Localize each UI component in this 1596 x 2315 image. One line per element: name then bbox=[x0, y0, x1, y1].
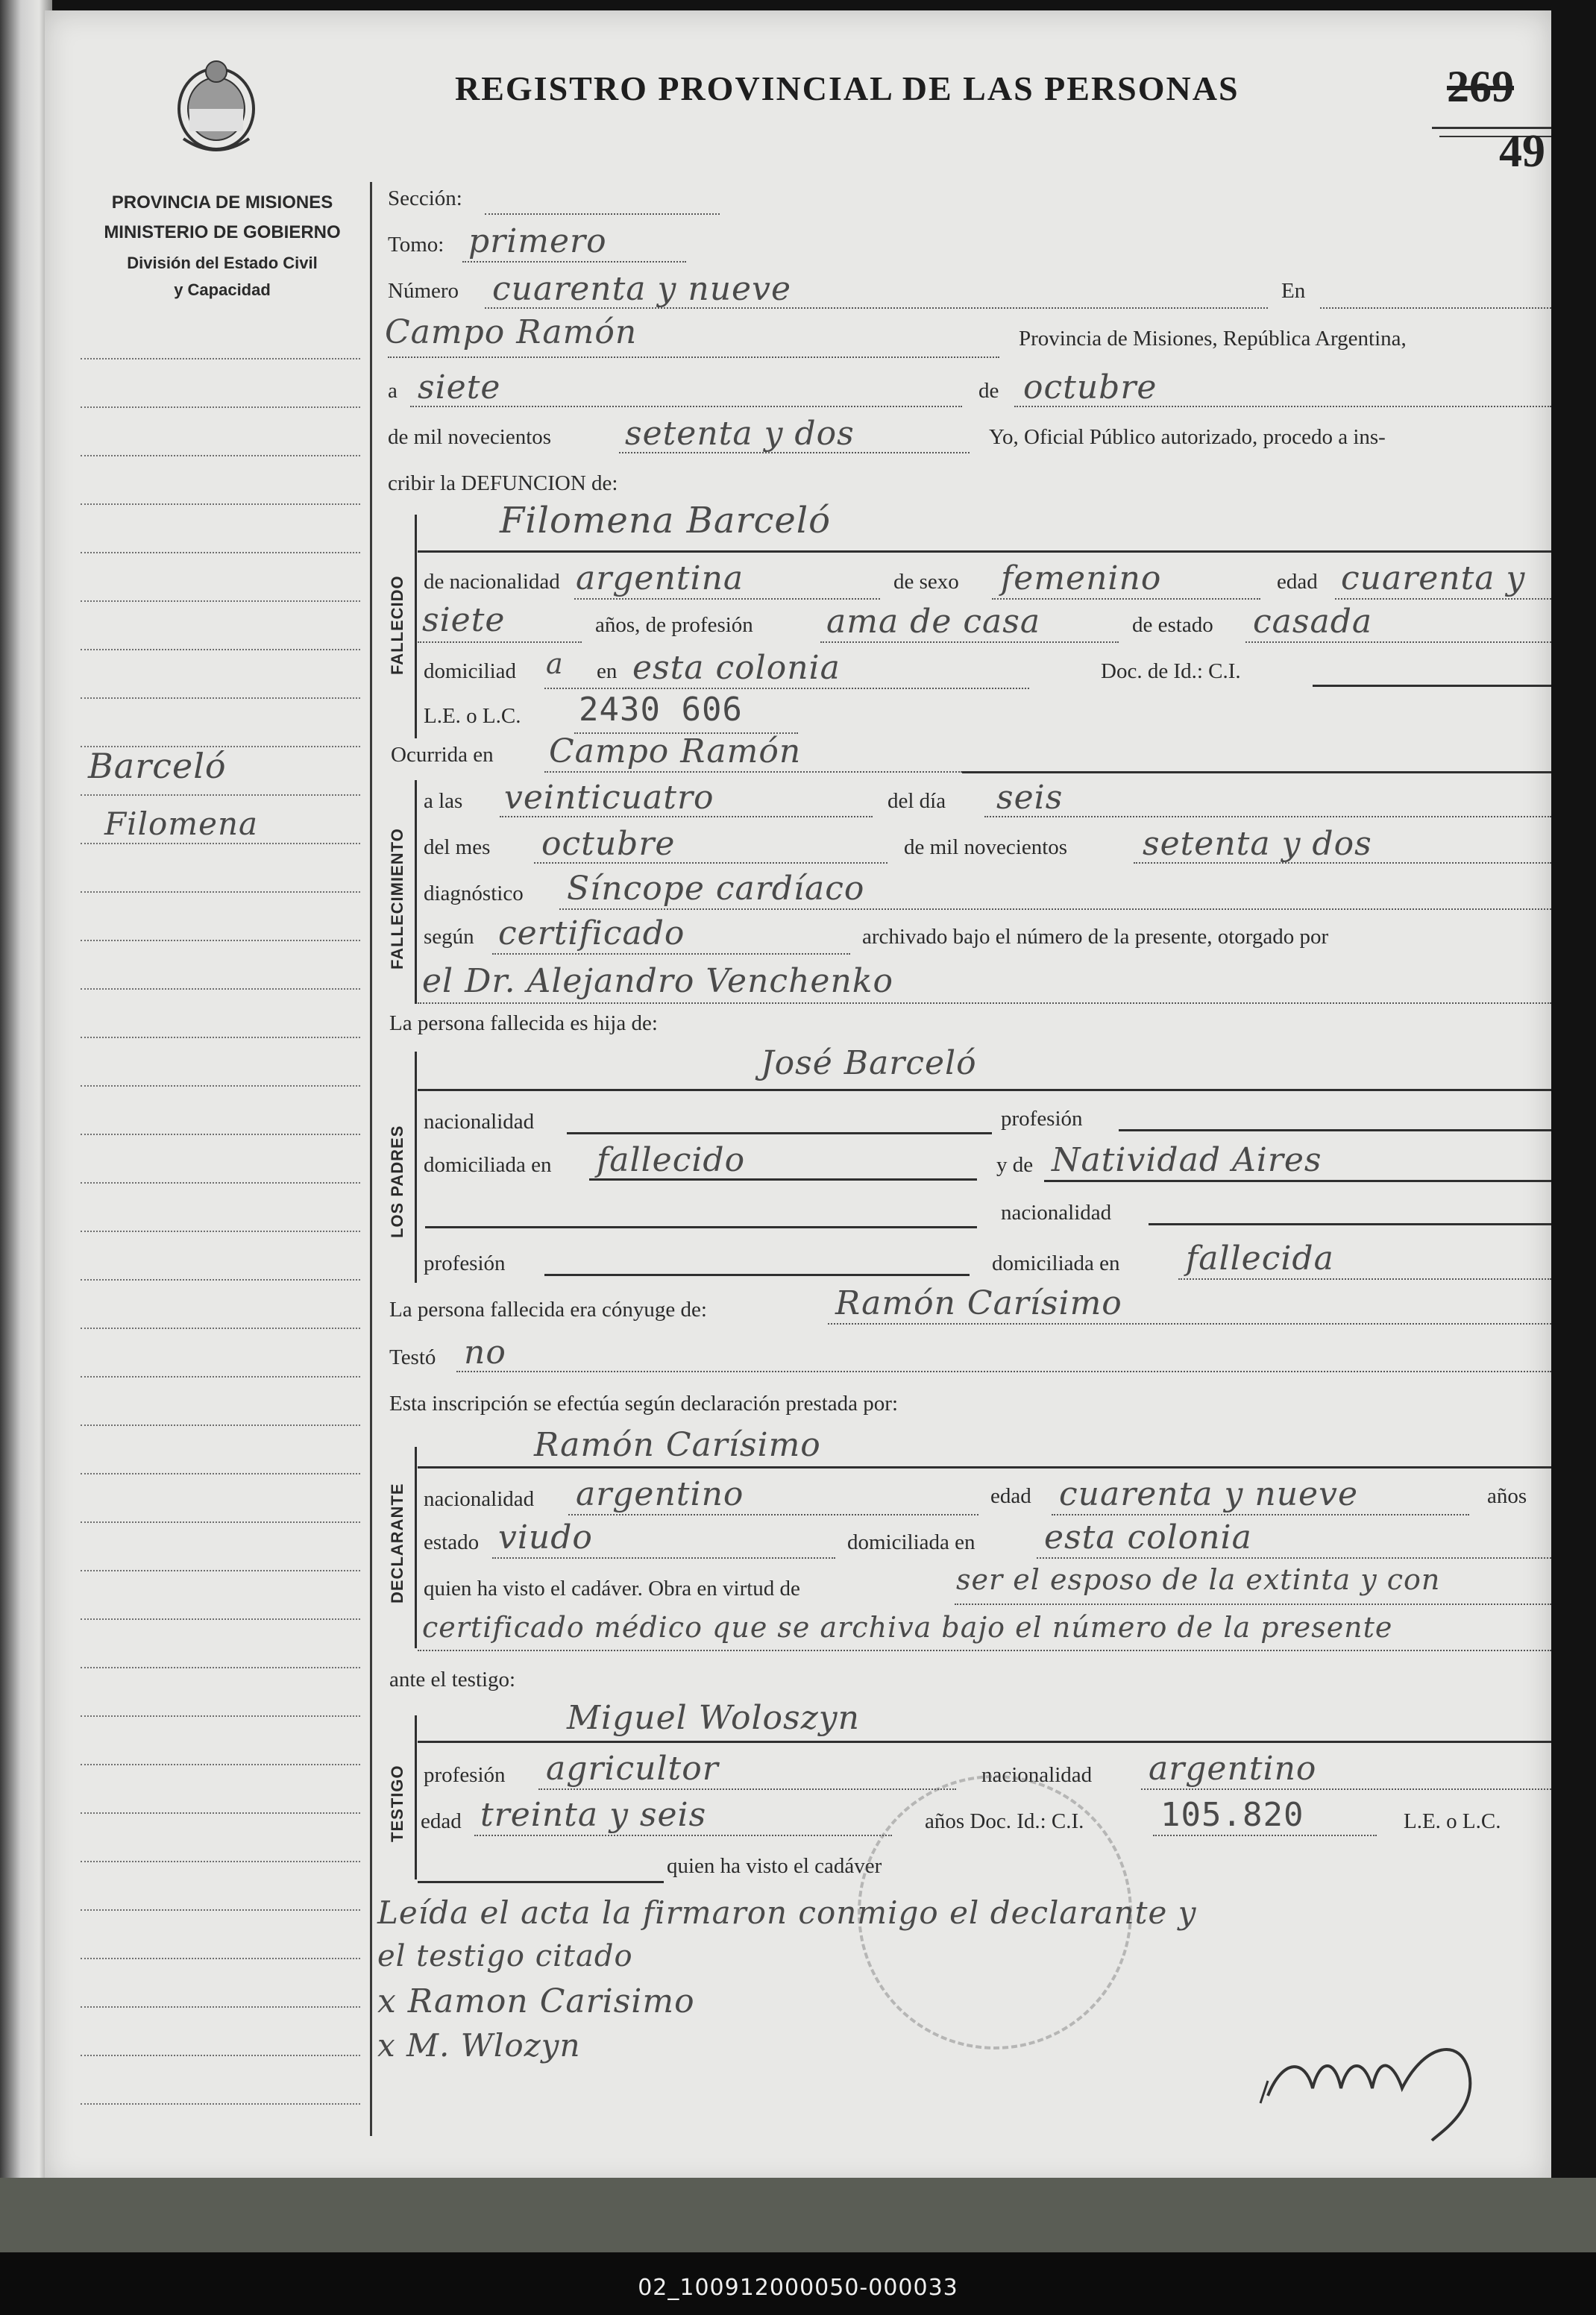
madre-nacionalidad-label: nacionalidad bbox=[1001, 1201, 1112, 1225]
mes-line bbox=[534, 862, 887, 864]
nacionalidad-line bbox=[574, 598, 880, 600]
margin-line bbox=[81, 358, 360, 359]
margin-line bbox=[81, 2006, 360, 2008]
madre-domicilio-label: domiciliada en bbox=[992, 1251, 1120, 1275]
testigo-profesion-value: agricultor bbox=[546, 1750, 719, 1788]
padre-domicilio-label: domiciliada en bbox=[424, 1153, 552, 1177]
margin-line bbox=[81, 940, 360, 941]
margin-line bbox=[81, 1909, 360, 1911]
declarante-name-rule bbox=[418, 1466, 1551, 1469]
margin-line bbox=[81, 1425, 360, 1426]
margin-line bbox=[81, 1085, 360, 1087]
margin-line bbox=[81, 1618, 360, 1620]
nacionalidad-label: de nacionalidad bbox=[424, 570, 560, 594]
numero-label: Número bbox=[388, 279, 459, 303]
inscripcion-text: Esta inscripción se efectúa según declaración prestada por: bbox=[389, 1392, 899, 1416]
testo-value: no bbox=[464, 1334, 506, 1372]
margin-line bbox=[81, 649, 360, 650]
mes-label: del mes bbox=[424, 835, 491, 859]
place-value: Campo Ramón bbox=[385, 313, 638, 351]
closing-line-1: Leída el acta la firmaron conmigo el declarante y bbox=[377, 1894, 1197, 1931]
madre-domicilio-value: fallecida bbox=[1186, 1240, 1334, 1278]
madre-name: Natividad Aires bbox=[1052, 1141, 1322, 1179]
testigo-name: Miguel Woloszyn bbox=[567, 1699, 860, 1737]
padre-profesion-label: profesión bbox=[1001, 1107, 1083, 1131]
ante-text: ante el testigo: bbox=[389, 1668, 516, 1692]
margin-line bbox=[81, 1376, 360, 1378]
edad-cont-line bbox=[418, 641, 582, 643]
testigo-nacionalidad-line bbox=[1141, 1788, 1551, 1790]
ocurrida-value: Campo Ramón bbox=[549, 732, 802, 770]
testigo-quien-text: quien ha visto el cadáver bbox=[667, 1854, 882, 1878]
doc-label: Doc. de Id.: C.I. bbox=[1101, 659, 1241, 683]
declarante-domicilio-line bbox=[1037, 1557, 1551, 1559]
edad-line bbox=[1335, 598, 1551, 600]
place-line bbox=[388, 356, 999, 358]
declarante-nacionalidad-label: nacionalidad bbox=[424, 1487, 535, 1511]
testigo-edad-line bbox=[474, 1835, 892, 1836]
margin-line bbox=[81, 2103, 360, 2105]
testigo-blank-line bbox=[418, 1881, 664, 1883]
declarante-edad-value: cuarenta y nueve bbox=[1059, 1475, 1358, 1513]
testigo-profesion-label: profesión bbox=[424, 1763, 506, 1787]
fallecido-bracket bbox=[415, 515, 417, 738]
edad-value-cont: siete bbox=[422, 601, 506, 639]
nacionalidad-value: argentina bbox=[576, 559, 744, 597]
margin-line bbox=[81, 794, 360, 796]
declarante-obra-cont-line bbox=[418, 1650, 1551, 1651]
fallecido-name: Filomena Barceló bbox=[500, 500, 831, 541]
margin-line bbox=[81, 1279, 360, 1281]
padre-nacionalidad-line bbox=[567, 1132, 992, 1134]
otorgado-line bbox=[418, 1002, 1551, 1004]
dia-label: del día bbox=[887, 789, 946, 813]
estado-line bbox=[1245, 641, 1551, 643]
estado-label: de estado bbox=[1132, 613, 1213, 637]
testigo-profesion-line bbox=[538, 1788, 956, 1790]
profesion-label: años, de profesión bbox=[595, 613, 753, 637]
declarante-edad-label: edad bbox=[990, 1484, 1031, 1508]
testigo-le-label: L.E. o L.C. bbox=[1404, 1809, 1501, 1833]
provincia-text: Provincia de Misiones, República Argentina, bbox=[1019, 327, 1407, 351]
madre-blank-line bbox=[425, 1226, 977, 1228]
page-title: REGISTRO PROVINCIAL DE LAS PERSONAS bbox=[455, 69, 1240, 107]
hora-line bbox=[500, 816, 873, 817]
declarante-estado-label: estado bbox=[424, 1530, 480, 1554]
testigo-doc-label: años Doc. Id.: C.I. bbox=[925, 1809, 1084, 1833]
testigo-signature: x M. Wlozyn bbox=[377, 2027, 581, 2064]
declarante-obra-value: ser el esposo de la extinta y con bbox=[956, 1563, 1441, 1596]
margin-surname: Barceló bbox=[88, 746, 227, 786]
folio-number-old: 269 bbox=[1447, 62, 1514, 111]
margin-line bbox=[81, 1715, 360, 1717]
madre-name-line bbox=[1044, 1180, 1551, 1182]
testo-label: Testó bbox=[389, 1345, 436, 1369]
fallecimiento-bracket bbox=[415, 780, 417, 1004]
margin-line bbox=[81, 1521, 360, 1523]
a-label: a bbox=[388, 379, 398, 403]
fallecido-name-rule bbox=[418, 550, 1551, 553]
year-label: de mil novecientos bbox=[388, 425, 552, 449]
year-value: setenta y dos bbox=[625, 415, 855, 453]
doc-line bbox=[1313, 685, 1551, 687]
domicilio-value: esta colonia bbox=[632, 649, 841, 687]
seccion-label: Sección: bbox=[388, 186, 462, 210]
anio-label: de mil novecientos bbox=[904, 835, 1068, 859]
org-capacity: y Capacidad bbox=[174, 280, 271, 299]
profesion-line bbox=[820, 641, 1119, 643]
segun-label: según bbox=[424, 925, 474, 949]
margin-line bbox=[81, 1182, 360, 1184]
profesion-value: ama de casa bbox=[826, 603, 1041, 641]
testigo-nacionalidad-value: argentino bbox=[1149, 1750, 1317, 1788]
tomo-label: Tomo: bbox=[388, 233, 444, 257]
madre-profesion-line bbox=[544, 1274, 970, 1276]
declarante-bracket bbox=[415, 1447, 417, 1648]
testigo-name-rule bbox=[418, 1741, 1551, 1743]
margin-line bbox=[81, 503, 360, 505]
declarante-estado-line bbox=[492, 1557, 835, 1559]
declarante-edad-line bbox=[1052, 1514, 1469, 1515]
margin-line bbox=[81, 600, 360, 602]
diagnostico-value: Síncope cardíaco bbox=[567, 870, 865, 908]
folio-number-new: 49 bbox=[1499, 126, 1545, 177]
margin-line bbox=[81, 1231, 360, 1232]
le-label: L.E. o L.C. bbox=[424, 704, 521, 728]
org-ministry: MINISTERIO DE GOBIERNO bbox=[104, 222, 341, 242]
margin-line bbox=[81, 552, 360, 553]
testo-line bbox=[456, 1371, 1551, 1372]
padre-nacionalidad-label: nacionalidad bbox=[424, 1110, 535, 1134]
margin-line bbox=[81, 1134, 360, 1135]
oficial-text: Yo, Oficial Público autorizado, procedo a ins- bbox=[989, 425, 1386, 449]
madre-domicilio-line bbox=[1178, 1278, 1551, 1280]
numero-value: cuarenta y nueve bbox=[492, 270, 791, 308]
conyuge-value: Ramón Carísimo bbox=[835, 1284, 1122, 1322]
anio-value: setenta y dos bbox=[1143, 825, 1372, 863]
day-value: siete bbox=[418, 368, 501, 406]
testigo-nacionalidad-label: nacionalidad bbox=[981, 1763, 1093, 1787]
numero-line bbox=[485, 307, 1268, 309]
coat-of-arms-icon bbox=[170, 57, 263, 152]
book-cover-edge bbox=[0, 2178, 1596, 2252]
declarante-name: Ramón Carísimo bbox=[534, 1426, 821, 1464]
margin-line bbox=[81, 1570, 360, 1571]
segun-value: certificado bbox=[498, 914, 685, 952]
month-value: octubre bbox=[1023, 368, 1157, 406]
ocurrida-label: Ocurrida en bbox=[391, 743, 494, 767]
declarante-nacionalidad-value: argentino bbox=[576, 1475, 744, 1513]
margin-line bbox=[81, 2055, 360, 2056]
dia-line bbox=[984, 816, 1551, 817]
inscribir-text: cribir la DEFUNCION de: bbox=[388, 471, 618, 495]
fallecimiento-section-label: FALLECIMIENTO bbox=[388, 828, 406, 970]
segun-line bbox=[492, 953, 850, 955]
margin-line bbox=[81, 1037, 360, 1038]
image-caption: 02_100912000050-000033 bbox=[638, 2275, 958, 2301]
en-label: En bbox=[1281, 279, 1306, 303]
margin-line bbox=[81, 1958, 360, 1959]
margin-line bbox=[81, 1328, 360, 1329]
de-label: de bbox=[978, 379, 999, 403]
margin-line bbox=[81, 1473, 360, 1474]
seccion-line bbox=[485, 213, 720, 215]
le-value: 2430 606 bbox=[579, 691, 743, 729]
testigo-doc-line bbox=[1153, 1835, 1377, 1836]
declarante-domicilio-value: esta colonia bbox=[1044, 1518, 1252, 1557]
testigo-edad-value: treinta y seis bbox=[480, 1796, 707, 1834]
diagnostico-line bbox=[559, 908, 1551, 910]
en-line bbox=[1320, 307, 1551, 309]
declarante-domicilio-label: domiciliada en bbox=[847, 1530, 975, 1554]
day-line bbox=[410, 406, 962, 407]
y-de-label: y de bbox=[996, 1153, 1034, 1177]
hora-label: a las bbox=[424, 789, 463, 813]
sexo-line bbox=[992, 598, 1260, 600]
declarante-estado-value: viudo bbox=[498, 1518, 593, 1557]
margin-given-name: Filomena bbox=[104, 805, 259, 842]
declarante-quien-text: quien ha visto el cadáver. Obra en virtud de bbox=[424, 1577, 800, 1601]
padres-bracket bbox=[415, 1052, 417, 1283]
tomo-value: primero bbox=[468, 222, 607, 260]
margin-line bbox=[81, 406, 360, 408]
sexo-label: de sexo bbox=[893, 570, 959, 594]
domiciliado-label: domiciliad bbox=[424, 659, 517, 683]
diagnostico-label: diagnóstico bbox=[424, 882, 524, 905]
margin-line bbox=[81, 1812, 360, 1814]
margin-line bbox=[81, 988, 360, 990]
edad-value: cuarenta y bbox=[1341, 559, 1526, 597]
padres-intro: La persona fallecida es hija de: bbox=[389, 1011, 658, 1035]
padre-profesion-line bbox=[1119, 1129, 1551, 1131]
testigo-section-label: TESTIGO bbox=[388, 1765, 406, 1842]
org-division: División del Estado Civil bbox=[127, 254, 318, 272]
margin-line bbox=[81, 455, 360, 456]
margin-line bbox=[81, 697, 360, 699]
padre-name: José Barceló bbox=[761, 1044, 977, 1082]
month-line bbox=[1014, 406, 1551, 407]
margin-line bbox=[81, 1667, 360, 1668]
declarante-obra-value-cont: certificado médico que se archiva bajo el número de la presente bbox=[422, 1611, 1393, 1644]
estado-value: casada bbox=[1253, 603, 1373, 641]
domicilio-line bbox=[544, 688, 1029, 689]
hora-value: veinticuatro bbox=[504, 779, 714, 817]
padres-section-label: LOS PADRES bbox=[388, 1125, 406, 1238]
testigo-doc-value: 105.820 bbox=[1160, 1796, 1304, 1834]
dia-value: seis bbox=[996, 779, 1064, 817]
declarante-signature: x Ramon Carisimo bbox=[377, 1982, 695, 2020]
officer-signature bbox=[1253, 2029, 1492, 2148]
conyuge-line bbox=[828, 1323, 1551, 1325]
declarante-nacionalidad-line bbox=[568, 1514, 978, 1515]
testigo-edad-label: edad bbox=[421, 1809, 462, 1833]
sexo-value: femenino bbox=[1001, 559, 1162, 597]
year-line bbox=[619, 452, 970, 453]
margin-line bbox=[81, 1764, 360, 1765]
declarante-anos-label: años bbox=[1487, 1484, 1527, 1508]
testigo-bracket bbox=[415, 1715, 417, 1879]
declarante-section-label: DECLARANTE bbox=[388, 1483, 406, 1603]
padre-name-rule bbox=[418, 1089, 1551, 1091]
ocurrida-line bbox=[544, 771, 962, 773]
margin-line bbox=[81, 1861, 360, 1862]
anio-line bbox=[1134, 862, 1551, 864]
edad-label: edad bbox=[1277, 570, 1318, 594]
padre-domicilio-value: fallecido bbox=[597, 1141, 746, 1179]
conyuge-label: La persona fallecida era cónyuge de: bbox=[389, 1298, 707, 1322]
madre-nacionalidad-line bbox=[1149, 1223, 1551, 1225]
otorgado-value: el Dr. Alejandro Venchenko bbox=[422, 962, 893, 1000]
ocurrida-rule bbox=[962, 771, 1551, 773]
org-province: PROVINCIA DE MISIONES bbox=[111, 192, 333, 213]
declarante-obra-line bbox=[955, 1603, 1551, 1605]
margin-line bbox=[81, 843, 360, 844]
mes-value: octubre bbox=[541, 825, 676, 863]
domiciliado-suffix: a bbox=[546, 647, 564, 680]
margin-divider bbox=[370, 182, 372, 2136]
closing-line-2: el testigo citado bbox=[377, 1939, 633, 1973]
padre-domicilio-line bbox=[589, 1178, 977, 1181]
tomo-line bbox=[462, 261, 686, 263]
margin-line bbox=[81, 891, 360, 893]
archivado-text: archivado bajo el número de la presente, otorgado por bbox=[862, 925, 1329, 949]
domicilio-en-label: en bbox=[597, 659, 618, 683]
madre-profesion-label: profesión bbox=[424, 1251, 506, 1275]
fallecido-section-label: FALLECIDO bbox=[388, 575, 406, 675]
